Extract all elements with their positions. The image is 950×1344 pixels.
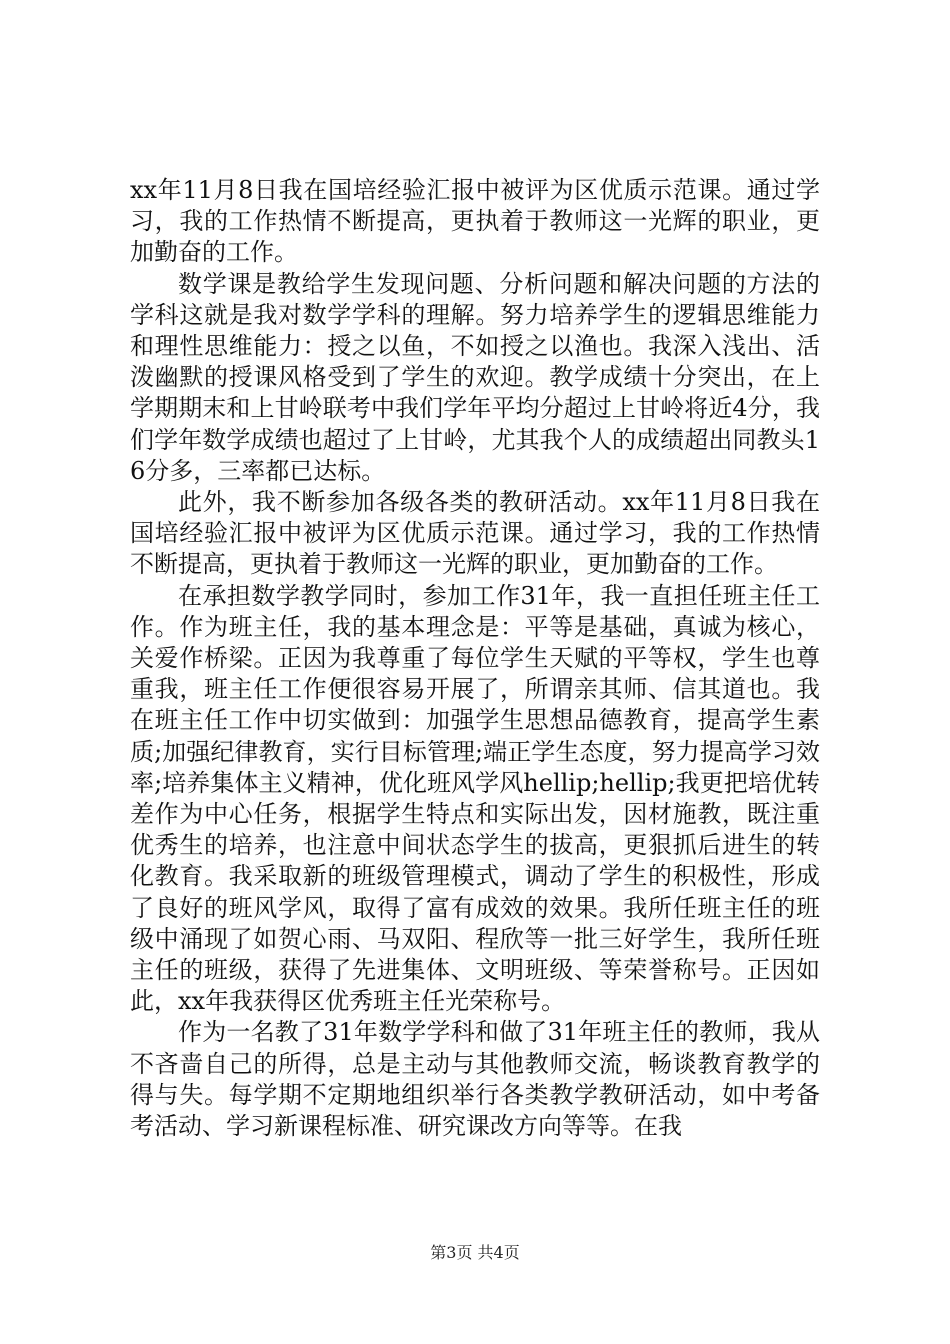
page-footer: 第3页 共4页: [430, 1243, 520, 1262]
paragraph-4: 在承担数学教学同时，参加工作31年，我一直担任班主任工作。作为班主任，我的基本理念是：平等是基础，真诚为核心，关爱作桥梁。正因为我尊重了每位学生天赋的平等权，学生也尊重我，班主任工作便很容易开展了，所谓亲其师、信其道也。我在班主任工作中切实做到：加强学生思想品德教育，提高学生素质;加强纪律教育，实行目标管理;端正学生态度，努力提高学习效率;培养集体主义精神，优化班风学风hellip;hellip;我更把培优转差作为中心任务，根据学生特点和实际出发，因材施教，既注重优秀生的培养，也注意中间状态学生的拔高，更狠抓后进生的转化教育。我采取新的班级管理模式，调动了学生的积极性，形成了良好的班风学风，取得了富有成效的效果。我所任班主任的班级中涌现了如贺心雨、马双阳、程欣等一批三好学生，我所任班主任的班级，获得了先进集体、文明班级、等荣誉称号。正因如此，xx年我获得区优秀班主任光荣称号。: [130, 581, 820, 1016]
paragraph-5: 作为一名教了31年数学学科和做了31年班主任的教师，我从不吝啬自己的所得，总是主动与其他教师交流，畅谈教育教学的得与失。每学期不定期地组织举行各类教学教研活动，如中考备考活动、学习新课程标准、研究课改方向等等。在我: [130, 1018, 820, 1141]
paragraph-2: 数学课是教给学生发现问题、分析问题和解决问题的方法的学科这就是我对数学学科的理解。努力培养学生的逻辑思维能力和理性思维能力：授之以鱼，不如授之以渔也。我深入浅出、活泼幽默的授课风格受到了学生的欢迎。教学成绩十分突出，在上学期期末和上甘岭联考中我们学年平均分超过上甘岭将近4分，我们学年数学成绩也超过了上甘岭，尤其我个人的成绩超出同教头16分多，三率都已达标。: [130, 269, 820, 485]
document-body: [130, 175, 820, 1142]
paragraph-3: 此外，我不断参加各级各类的教研活动。xx年11月8日我在国培经验汇报中被评为区优质示范课。通过学习，我的工作热情不断提高，更执着于教师这一光辉的职业，更加勤奋的工作。: [130, 488, 820, 579]
paragraph-1: xx年11月8日我在国培经验汇报中被评为区优质示范课。通过学习，我的工作热情不断提高，更执着于教师这一光辉的职业，更加勤奋的工作。: [130, 176, 820, 267]
